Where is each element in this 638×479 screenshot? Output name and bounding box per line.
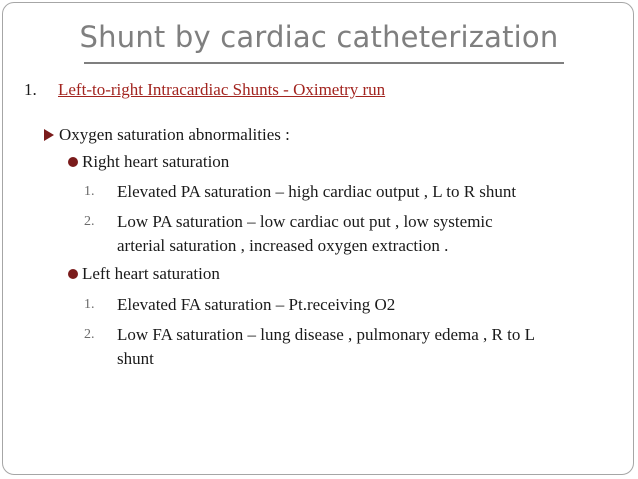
left-item-1-text: Elevated FA saturation – Pt.receiving O2 [117, 295, 396, 314]
right-heart-label: Right heart saturation [82, 152, 230, 171]
right-item-2-text-line-2: arterial saturation , increased oxygen extraction . [117, 236, 449, 255]
bullet-left-heart [68, 264, 220, 284]
right-item-1-text: Elevated PA saturation – high cardiac output , L to R shunt [117, 182, 517, 201]
left-item-1-number: 1. [84, 297, 95, 312]
triangle-bullet-icon [44, 129, 54, 141]
left-item-2-text-line-1: Low FA saturation – lung disease , pulmonary edema , R to L [117, 325, 536, 344]
circle-bullet-icon [68, 157, 78, 167]
section-heading-link[interactable]: Left-to-right Intracardiac Shunts - Oximetry run [58, 80, 386, 99]
bullet-right-heart [68, 152, 229, 172]
bullet-oxygen-saturation [44, 125, 290, 145]
slide-title: Shunt by cardiac catheterization [79, 20, 559, 54]
section-number: 1. [24, 80, 37, 99]
circle-bullet-icon [68, 269, 78, 279]
right-item-2-number: 2. [84, 214, 95, 229]
right-item-1-number: 1. [84, 184, 95, 199]
left-item-2-text-line-2: shunt [117, 349, 154, 368]
left-item-2-number: 2. [84, 327, 95, 342]
left-heart-label: Left heart saturation [82, 264, 220, 283]
bullet-main-text: Oxygen saturation abnormalities : [59, 125, 290, 144]
title-underline [84, 62, 564, 64]
right-item-2-text-line-1: Low PA saturation – low cardiac out put , low systemic [117, 212, 493, 231]
